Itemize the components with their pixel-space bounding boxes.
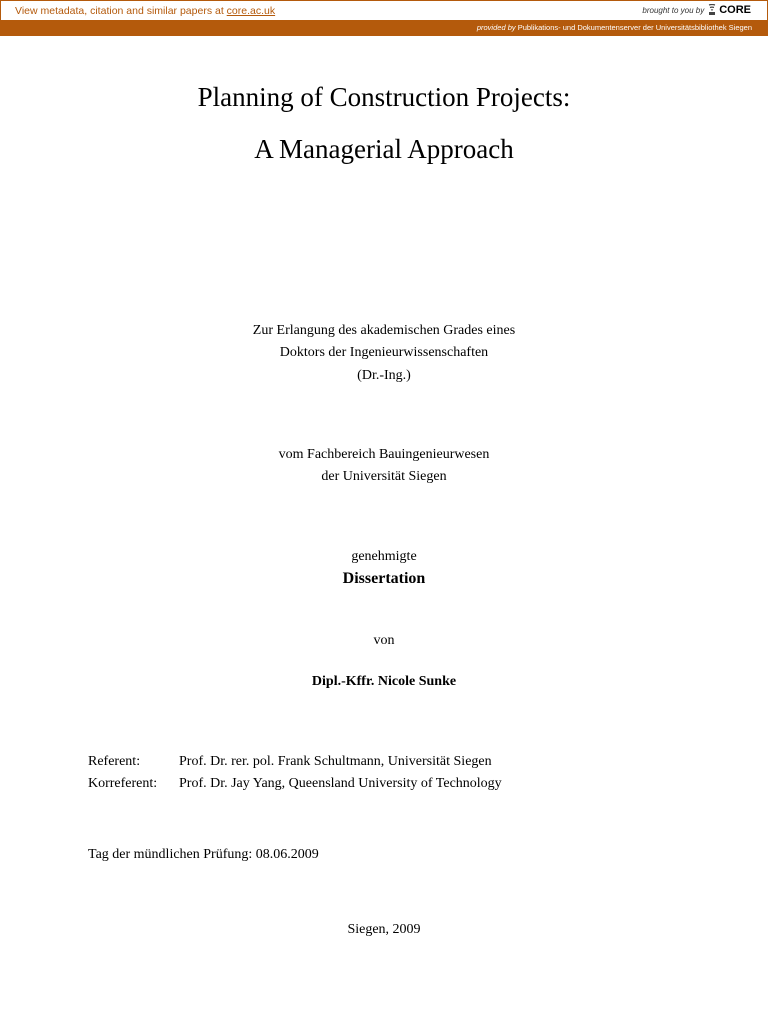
coreferee-name: Prof. Dr. Jay Yang, Queensland University of Technology [179, 776, 502, 791]
core-metadata-prefix: View metadata, citation and similar papers at [15, 5, 227, 17]
place-year: Siegen, 2009 [347, 922, 421, 937]
referee-name: Prof. Dr. rer. pol. Frank Schultmann, Universität Siegen [179, 754, 492, 769]
core-banner-top [0, 0, 768, 21]
degree-line-3: (Dr.-Ing.) [357, 368, 411, 383]
provided-by-label: provided by [476, 23, 516, 32]
provided-by-source: Publikations- und Dokumentenserver der Universitätsbibliothek Siegen [515, 23, 752, 32]
genehmigte-text: genehmigte [351, 549, 417, 564]
core-provided-by [477, 23, 752, 32]
dissertation-label: Dissertation [342, 570, 426, 587]
core-link[interactable]: core.ac.uk [226, 5, 276, 17]
referee-role: Referent: [88, 754, 141, 769]
core-metadata-text [15, 5, 275, 17]
von-text: von [373, 633, 395, 648]
exam-date: Tag der mündlichen Prüfung: 08.06.2009 [88, 847, 319, 862]
core-banner [0, 0, 768, 36]
faculty-line-2: der Universität Siegen [321, 469, 447, 484]
degree-line-2: Doktors der Ingenieurwissenschaften [279, 345, 489, 360]
faculty-line-1: vom Fachbereich Bauingenieurwesen [278, 447, 490, 462]
degree-line-1: Zur Erlangung des akademischen Grades eines [252, 323, 516, 338]
coreferee-row [88, 776, 502, 792]
referee-row [88, 754, 492, 770]
core-brought-by[interactable] [642, 4, 751, 16]
core-logo-text: CORE [719, 4, 751, 16]
author-name: Dipl.-Kffr. Nicole Sunke [311, 674, 457, 689]
coreferee-role: Korreferent: [88, 776, 158, 791]
brought-to-you-by-text: brought to you by [642, 5, 705, 15]
core-banner-bottom [0, 20, 768, 36]
title-line-1: Planning of Construction Projects: [197, 82, 571, 112]
title-line-2: A Managerial Approach [254, 134, 514, 164]
core-logo-icon [707, 4, 717, 16]
